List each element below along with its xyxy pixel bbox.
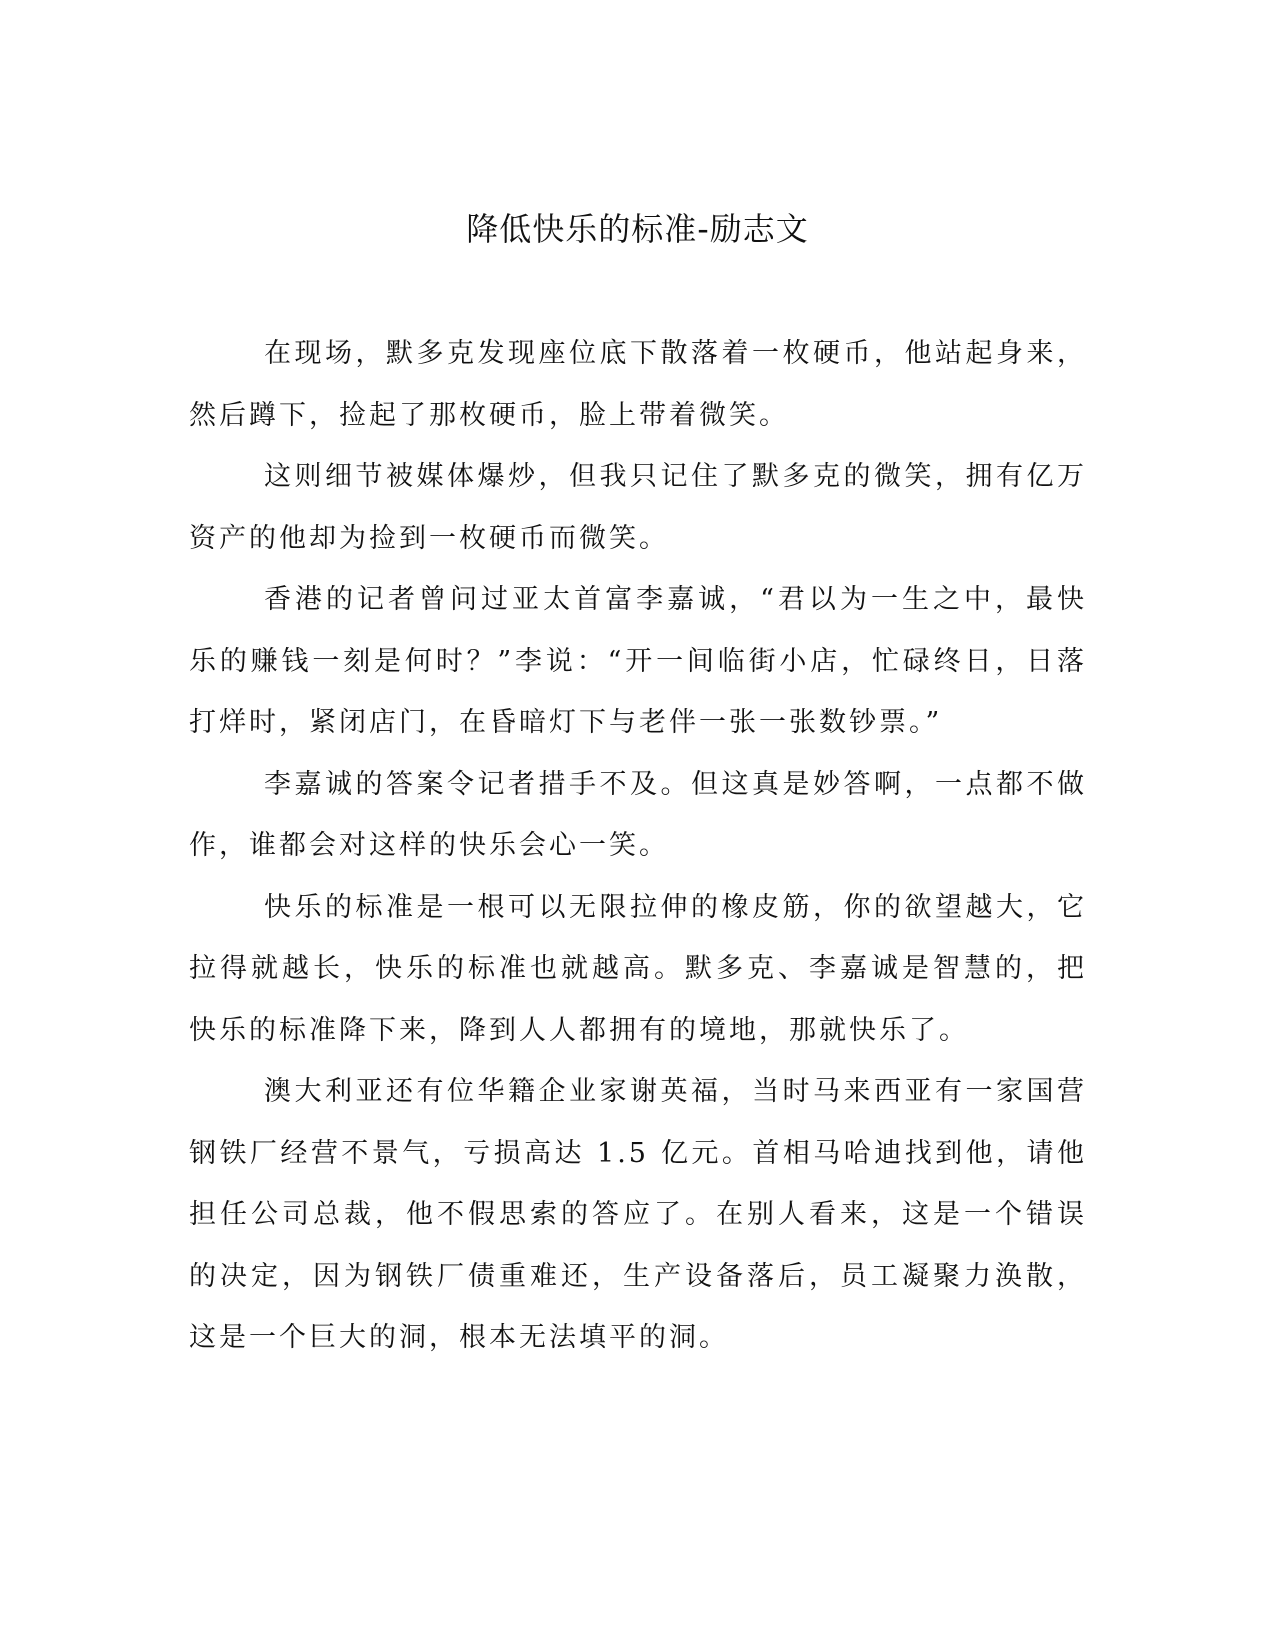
document-body [189,323,1087,1369]
paragraph: 在现场，默多克发现座位底下散落着一枚硬币，他站起身来，然后蹲下，捡起了那枚硬币，脸上带着微笑。 [189,338,1087,431]
document-title: 降低快乐的标准-励志文 [466,210,809,248]
paragraph: 澳大利亚还有位华籍企业家谢英福，当时马来西亚有一家国营钢铁厂经营不景气，亏损高达 1.5 亿元。首相马哈迪找到他，请他担任公司总裁，他不假思索的答应了。在别人看来，这是一个错误的决定，因为钢铁厂债重难还，生产设备落后，员工凝聚力涣散，这是一个巨大的洞，根本无法填平的洞。 [189,1076,1087,1353]
paragraph: 香港的记者曾问过亚太首富李嘉诚，“君以为一生之中，最快乐的赚钱一刻是何时？”李说：“开一间临街小店，忙碌终日，日落打烊时，紧闭店门，在昏暗灯下与老伴一张一张数钞票。” [189,584,1087,738]
paragraph: 李嘉诚的答案令记者措手不及。但这真是妙答啊，一点都不做作，谁都会对这样的快乐会心一笑。 [189,768,1087,861]
paragraph: 这则细节被媒体爆炒，但我只记住了默多克的微笑，拥有亿万资产的他却为捡到一枚硬币而微笑。 [189,461,1087,554]
paragraph: 快乐的标准是一根可以无限拉伸的橡皮筋，你的欲望越大，它拉得就越长，快乐的标准也就越高。默多克、李嘉诚是智慧的，把快乐的标准降下来，降到人人都拥有的境地，那就快乐了。 [189,891,1087,1046]
